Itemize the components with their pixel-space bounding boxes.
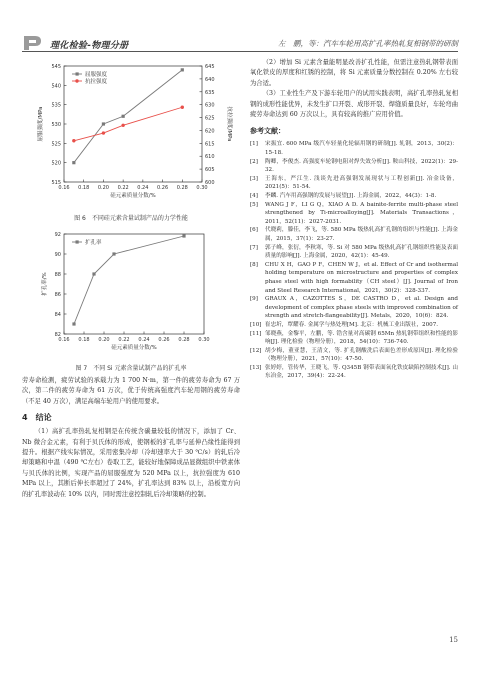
y-tick-label-right: 645 bbox=[205, 64, 215, 70]
y-tick-label-left: 520 bbox=[51, 160, 61, 167]
reference-item bbox=[250, 295, 458, 321]
data-point bbox=[182, 234, 185, 237]
x-tick-label: 0.28 bbox=[176, 185, 188, 191]
reference-item bbox=[250, 244, 458, 261]
data-point bbox=[92, 272, 95, 275]
x-tick-label: 0.26 bbox=[157, 185, 169, 191]
y-tick-label: 86 bbox=[54, 292, 61, 298]
data-point bbox=[72, 139, 75, 142]
legend-label: 抗拉强度 bbox=[85, 79, 108, 85]
y-tick-label-right: 605 bbox=[205, 167, 215, 174]
reference-text: 崔忠圻，覃耀春. 金属学与热处理[M]. 北京：机械工业出版社，2007. bbox=[265, 321, 439, 328]
x-tick-label: 0.16 bbox=[58, 337, 70, 343]
reference-item bbox=[250, 226, 458, 243]
y-tick-label-right: 610 bbox=[205, 154, 215, 161]
reference-item bbox=[250, 330, 458, 347]
reference-item bbox=[250, 192, 458, 201]
data-point bbox=[121, 124, 124, 127]
x-tick-label: 0.20 bbox=[97, 185, 109, 191]
left-column bbox=[22, 58, 240, 500]
references-heading: 参考文献： bbox=[250, 127, 285, 136]
paragraph-fatigue: 劳寿命检测，疲劳试验的承载力为 1 700 N·m，第一件的疲劳寿命为 67 万次，第二件的疲劳寿命为 61 万次，优于传统高强度汽车轮用钢的疲劳寿命（不足 40 万次），满足高端车轮用户的使用要求。 bbox=[22, 377, 240, 405]
journal-logo-icon bbox=[22, 34, 44, 52]
x-tick-label: 0.24 bbox=[138, 337, 150, 343]
reference-number: [3] bbox=[250, 175, 258, 182]
y-axis-label: 扩孔率/% bbox=[42, 272, 48, 296]
reference-number: [7] bbox=[250, 244, 258, 251]
reference-number: [13] bbox=[250, 364, 262, 371]
page-number: 15 bbox=[449, 636, 458, 644]
y-axis-label-left: 屈服强度/MPa bbox=[38, 106, 44, 142]
paragraph-conclusion-2: （2）增加 Si 元素含量能明显改善扩孔性能，但需注意热轧钢带表面氧化铁皮的厚度和红锈的控制，将 Si 元素质量分数控制在 0.20% 左右较为合适。 bbox=[250, 59, 458, 87]
y-tick-label-right: 640 bbox=[205, 76, 215, 83]
y-tick-label-left: 515 bbox=[51, 180, 61, 186]
x-tick-label: 0.26 bbox=[158, 337, 170, 343]
figure-7 bbox=[22, 226, 240, 372]
reference-text: 张婷婷，管传华，王晓飞，等. Q345B 钢带表面氧化铁皮缺陷控制技术[J]. 山东冶金，2017，39(4)：22-24. bbox=[265, 364, 458, 380]
series-line bbox=[74, 236, 184, 324]
x-tick-label: 0.22 bbox=[117, 185, 129, 191]
y-tick-label: 88 bbox=[54, 272, 61, 278]
x-tick-label: 0.20 bbox=[98, 337, 110, 343]
reference-number: [6] bbox=[250, 227, 258, 234]
legend-marker bbox=[76, 72, 79, 75]
y-tick-label: 92 bbox=[54, 232, 61, 238]
data-point bbox=[122, 115, 125, 118]
section-heading-conclusion: 4 结论 bbox=[22, 413, 52, 423]
reference-item bbox=[250, 261, 458, 295]
data-point bbox=[102, 122, 105, 125]
y-tick-label-left: 545 bbox=[51, 64, 61, 70]
figure-7-caption: 图 7 不同 Si 元素含量试制产品的扩孔率 bbox=[75, 365, 187, 372]
reference-text: CHU X H，GAO P F，CHEN W J，et al. Effect of Cr and isothermal holding temperature on microstructure and properties of complex phase steel with high formability（CH steel）[J]. Journal of Iron and Steel Research International，2021，30(2)：328-337. bbox=[265, 261, 458, 294]
reference-text: 郭子峰，张衍，李秋寒，等. Si 对 580 MPa 级热轧高扩孔钢组织性能及表面质量的影响[J]. 上海金属，2020，42(1)：45-49. bbox=[265, 244, 458, 260]
reference-item bbox=[250, 201, 458, 227]
paragraph-conclusion-1: （1）高扩孔率热轧复相钢是在传统含碳量较低的情况下，添加了 Cr、Nb 微合金元素，有利于贝氏体的形成，使钢板的扩孔率与延伸凸缘性能得到提升。根据产线实际情况，采用密集冷却（冷却速率大于 30 ℃/s）的轧后冷却策略和中温（490 ℃左右）卷取工艺，能较好地保障成品显微组织中铁素体与贝氏体的比例，实现产品的屈服强度为 520 MPa 以上，抗拉强度为 610 MPa 以上，其断后伸长率超过了 24%，扩孔率达到 83% 以上，沿板宽方向的扩孔率波动在 10% 以内，同时需注意控制轧后冷却策略的控制。 bbox=[22, 428, 240, 498]
reference-item bbox=[250, 321, 458, 330]
chart-hole-expansion bbox=[22, 226, 240, 358]
reference-number: [9] bbox=[250, 296, 258, 303]
legend-label: 扩孔率 bbox=[85, 240, 102, 246]
y-tick-label: 84 bbox=[54, 312, 61, 318]
legend-label: 屈服强度 bbox=[85, 72, 108, 78]
data-point bbox=[72, 322, 75, 325]
reference-item bbox=[250, 347, 458, 364]
x-axis-label: 硅元素质量分数/% bbox=[111, 345, 157, 351]
reference-number: [10] bbox=[250, 321, 262, 328]
y-tick-label-right: 635 bbox=[205, 89, 215, 96]
reference-text: 代晓莉，滕佳，李飞，等. 580 MPa 级热轧高扩孔钢的组织与性能[J]. 上海金属，2015，37(1)：23-27. bbox=[265, 227, 458, 242]
x-axis-label: 硅元素质量分数/% bbox=[110, 193, 156, 199]
y-tick-label-right: 630 bbox=[205, 102, 215, 109]
data-point bbox=[112, 252, 115, 255]
right-column bbox=[250, 58, 458, 381]
header-divider bbox=[22, 51, 458, 52]
reference-item bbox=[250, 140, 458, 157]
reference-number: [1] bbox=[250, 141, 258, 148]
x-tick-label: 0.30 bbox=[196, 185, 208, 191]
chart-mechanical-properties bbox=[22, 58, 240, 208]
data-point bbox=[72, 161, 75, 164]
y-axis-label-right: 抗拉强度/MPa bbox=[226, 106, 232, 142]
data-point bbox=[181, 68, 184, 71]
data-point bbox=[102, 131, 105, 134]
reference-number: [12] bbox=[250, 347, 262, 354]
reference-item bbox=[250, 175, 458, 192]
y-tick-label-left: 535 bbox=[51, 102, 61, 109]
reference-number: [8] bbox=[250, 261, 258, 268]
reference-text: 宋振宜. 600 MPa 级汽车轻量化轮辐用钢的研制[J]. 轧钢，2013，30(2)：15-18. bbox=[265, 141, 458, 157]
y-tick-label-right: 625 bbox=[205, 115, 215, 122]
reference-item bbox=[250, 364, 458, 381]
reference-text: 邹晓燕，金黎平，左鹏，等. 锆含量对高碳钢 65Mn 热轧钢带组织和性能的影响[J]. 理化检验（物理分册），2018，54(10)：736-740. bbox=[265, 330, 458, 346]
reference-number: [5] bbox=[250, 201, 258, 208]
figure-6 bbox=[22, 58, 240, 222]
running-title: 左 鹏，等：汽车车轮用高扩孔率热轧复相钢带的研制 bbox=[278, 39, 458, 48]
journal-name: 理化检验-物理分册 bbox=[50, 41, 129, 51]
x-tick-label: 0.22 bbox=[118, 337, 130, 343]
reference-text: 李麟. 汽车用高强钢的发展与展望[J]. 上海金属，2022，44(3)：1-8. bbox=[265, 193, 437, 199]
y-tick-label-right: 615 bbox=[205, 141, 215, 148]
data-point bbox=[181, 106, 184, 109]
x-tick-label: 0.24 bbox=[137, 185, 149, 191]
y-tick-label: 82 bbox=[54, 332, 61, 338]
reference-list bbox=[250, 140, 458, 381]
y-tick-label-right: 600 bbox=[205, 180, 215, 186]
x-tick-label: 0.28 bbox=[178, 337, 190, 343]
reference-text: GRAUX A，CAZOTTES S，DE CASTRO D，et al. Design and development of complex phase steels with improved combination of strength and stretch-flangeability[J]. Metals，2020，10(6)：824. bbox=[265, 296, 458, 320]
legend-marker bbox=[75, 79, 78, 82]
reference-text: 胡少梅，董亚慧，王清文，等. 扩孔钢酸洗后表面色差形成原因[J]. 理化检验（物理分册），2021，57(10)：47-50. bbox=[265, 347, 458, 363]
reference-text: WANG J F，LI G Q，XIAO A D. A bainite-ferrite multi-phase steel strengthened by Ti-microalloying[J]. Materials Transactions，2011，52(11)：2027-2031. bbox=[265, 201, 458, 225]
reference-number: [2] bbox=[250, 158, 258, 165]
reference-text: 王海东，严江生. 浅谈先进高强钢发展现状与工程创新[J]. 冶金设备，2021(5)：51-54. bbox=[265, 175, 458, 191]
reference-text: 陶卿，李俊杰. 高强度车轮钢电阻对焊失效分析[J]. 鞍山科技，2022(1)：29-32. bbox=[265, 158, 458, 174]
y-tick-label-right: 620 bbox=[205, 128, 215, 135]
y-tick-label-left: 540 bbox=[51, 83, 61, 90]
y-tick-label-left: 530 bbox=[51, 122, 61, 128]
reference-item bbox=[250, 158, 458, 175]
y-tick-label: 90 bbox=[54, 252, 61, 258]
reference-number: [4] bbox=[250, 193, 258, 199]
figure-6-caption: 图 6 不同硅元素含量试制产品的力学性能 bbox=[74, 215, 188, 222]
paragraph-conclusion-3: （3）工业性生产及下游车轮用户的试用实践表明，高扩孔率热轧复相钢的成形性能优异，未发生扩口开裂、成形开裂、焊缝质量良好，车轮弯曲疲劳寿命达到 60 万次以上，具有较高的推广应用价值。 bbox=[250, 90, 458, 119]
x-tick-label: 0.16 bbox=[58, 185, 70, 191]
x-tick-label: 0.18 bbox=[78, 185, 90, 191]
x-tick-label: 0.18 bbox=[78, 337, 90, 343]
y-tick-label-left: 525 bbox=[51, 141, 61, 148]
reference-number: [11] bbox=[250, 330, 262, 337]
legend-marker bbox=[76, 240, 79, 243]
x-tick-label: 0.30 bbox=[198, 337, 210, 343]
